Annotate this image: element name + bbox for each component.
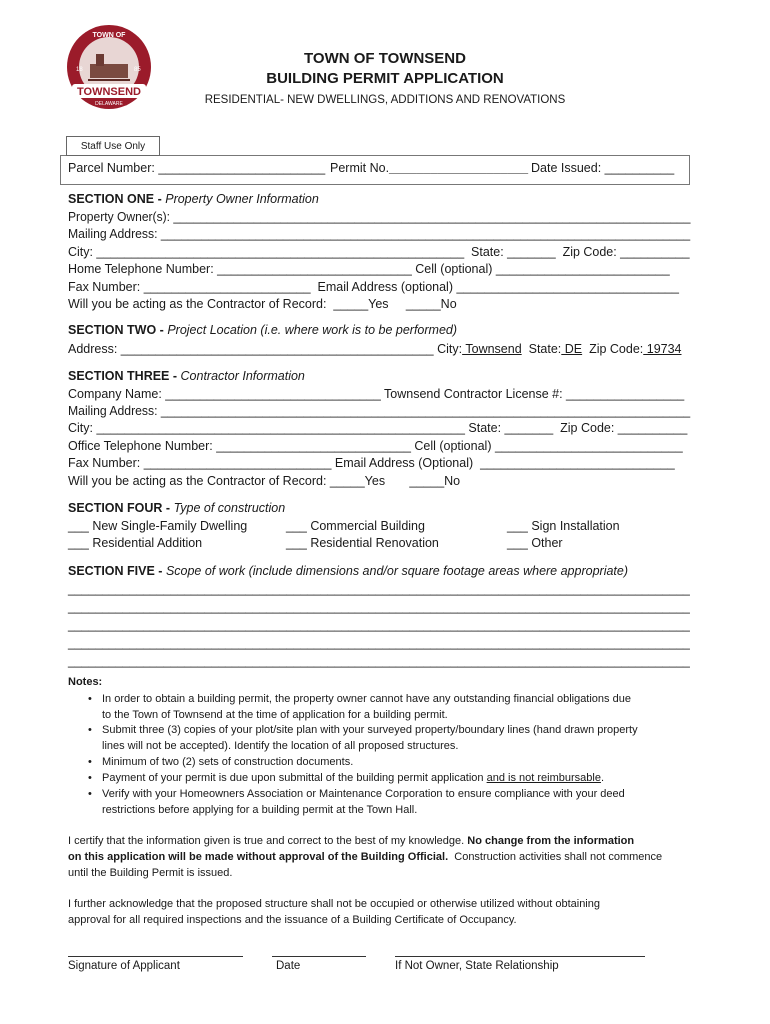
project-address-field[interactable]: Address: _____________________________________________ City: Townsend State: DE Zip Code: 19734	[68, 342, 682, 356]
date-label: Date	[276, 960, 301, 972]
property-owners-field[interactable]: Property Owner(s): _____________________________________________________________________________	[68, 210, 691, 224]
note-2-line-1: Submit three (3) copies of your plot/site plan with your surveyed property/boundary lines (hand drawn property	[102, 724, 638, 736]
permit-no-field[interactable]: ____________________	[389, 161, 529, 175]
notes-label: Notes:	[68, 676, 103, 688]
applicant-signature-label: Signature of Applicant	[68, 960, 180, 972]
subtitle: RESIDENTIAL- NEW DWELLINGS, ADDITIONS AND RENOVATIONS	[204, 94, 566, 106]
date-signature-line[interactable]	[272, 956, 366, 957]
note-3: Minimum of two (2) sets of construction documents.	[102, 756, 354, 768]
option-residential-addition[interactable]: ___ Residential Addition	[68, 536, 203, 550]
scope-line-4[interactable]: ___________________________________________________________________________________________	[68, 636, 690, 650]
project-city-value: Townsend	[462, 342, 522, 356]
option-other[interactable]: ___ Other	[507, 536, 563, 550]
title-line-2: BUILDING PERMIT APPLICATION	[266, 70, 504, 87]
note-bullet-5: •	[88, 788, 92, 800]
section-three-heading: SECTION THREE - Contractor Information	[68, 369, 305, 383]
owner-contractor-question[interactable]: Will you be acting as the Contractor of Record: _____Yes _____No	[68, 297, 457, 311]
acknowledge-line-2: approval for all required inspections and the issuance of a Building Certificate of Occupancy.	[68, 914, 517, 926]
section-four-heading: SECTION FOUR - Type of construction	[68, 501, 286, 515]
note-bullet-3: •	[88, 756, 92, 768]
option-commercial-building[interactable]: ___ Commercial Building	[286, 519, 425, 533]
section-two-heading: SECTION TWO - Project Location (i.e. where work is to be performed)	[68, 323, 458, 337]
certify-line-3: until the Building Permit is issued.	[68, 867, 233, 879]
contractor-mailing-field[interactable]: Mailing Address: ______________________________________________________________________________	[68, 404, 691, 418]
note-5-line-2: restrictions before applying for a building permit at the Town Hall.	[102, 804, 418, 816]
scope-line-1[interactable]: ___________________________________________________________________________________________	[68, 582, 690, 596]
parcel-number-field[interactable]: ________________________	[158, 161, 326, 175]
note-2-line-2: lines will not be accepted). Identify the location of all proposed structures.	[102, 740, 459, 752]
relationship-signature-line[interactable]	[395, 956, 645, 957]
option-residential-renovation[interactable]: ___ Residential Renovation	[286, 536, 439, 550]
section-five-heading: SECTION FIVE - Scope of work (include dimensions and/or square footage areas where appropriate)	[68, 564, 629, 578]
option-sign-installation[interactable]: ___ Sign Installation	[507, 519, 620, 533]
relationship-label: If Not Owner, State Relationship	[395, 960, 559, 972]
note-4: Payment of your permit is due upon submittal of the building permit application and is not reimbursable.	[102, 772, 605, 784]
owner-mailing-address-field[interactable]: Mailing Address: ______________________________________________________________________________	[68, 227, 691, 241]
note-bullet-2: •	[88, 724, 92, 736]
note-bullet-4: •	[88, 772, 92, 784]
permit-no-label: Permit No.____________________	[330, 161, 529, 175]
owner-phone-field[interactable]: Home Telephone Number: ____________________________ Cell (optional) _________________________	[68, 262, 670, 276]
contractor-fax-email-field[interactable]: Fax Number: ___________________________ Email Address (Optional) ____________________________	[68, 456, 675, 470]
logo-town-name: TOWNSEND	[77, 86, 141, 98]
scope-line-5[interactable]: ___________________________________________________________________________________________	[68, 654, 690, 668]
logo-year-left: 18	[76, 67, 83, 73]
logo-town-top: TOWN OF	[92, 32, 126, 39]
logo-state: DELAWARE	[95, 101, 123, 107]
owner-fax-email-field[interactable]: Fax Number: ________________________ Email Address (optional) ________________________________	[68, 280, 679, 294]
section-one-heading: SECTION ONE - Property Owner Information	[68, 192, 319, 206]
contractor-city-state-zip-field[interactable]: City: _____________________________________________________ State: _______ Zip Code: __________	[68, 421, 688, 435]
contractor-phone-field[interactable]: Office Telephone Number: ____________________________ Cell (optional) ___________________________	[68, 439, 683, 453]
note-bullet-1: •	[88, 693, 92, 705]
contractor-company-field[interactable]: Company Name: _______________________________ Townsend Contractor License #: _________________	[68, 387, 685, 401]
date-issued-field[interactable]: __________	[604, 161, 675, 175]
certify-line-2: on this application will be made without approval of the Building Official. Construction activities shall not commence	[68, 851, 663, 863]
logo-year-right: 85	[134, 67, 141, 73]
staff-use-tab: Staff Use Only	[66, 136, 160, 156]
scope-line-3[interactable]: ___________________________________________________________________________________________	[68, 618, 690, 632]
project-zip-value: 19734	[643, 342, 682, 356]
owner-city-state-zip-field[interactable]: City: _____________________________________________________ State: _______ Zip Code: __________	[68, 245, 690, 259]
acknowledge-line-1: I further acknowledge that the proposed structure shall not be occupied or otherwise utilized without obtaining	[68, 898, 600, 910]
parcel-number-label: Parcel Number: ________________________	[68, 161, 326, 175]
certify-line-1: I certify that the information given is true and correct to the best of my knowledge. No change from the information	[68, 835, 635, 847]
project-state-value: DE	[561, 342, 583, 356]
note-1-line-2: to the Town of Townsend at the time of application for a building permit.	[102, 709, 448, 721]
applicant-signature-line[interactable]	[68, 956, 243, 957]
note-1-line-1: In order to obtain a building permit, the property owner cannot have any outstanding financial obligations due	[102, 693, 631, 705]
scope-line-2[interactable]: ___________________________________________________________________________________________	[68, 600, 690, 614]
title-line-1: TOWN OF TOWNSEND	[304, 50, 466, 67]
contractor-record-question[interactable]: Will you be acting as the Contractor of Record: _____Yes _____No	[68, 474, 461, 488]
date-issued-label: Date Issued: __________	[531, 161, 675, 175]
option-new-single-family[interactable]: ___ New Single-Family Dwelling	[68, 519, 248, 533]
note-5-line-1: Verify with your Homeowners Association or Maintenance Corporation to ensure compliance with your deed	[102, 788, 625, 800]
